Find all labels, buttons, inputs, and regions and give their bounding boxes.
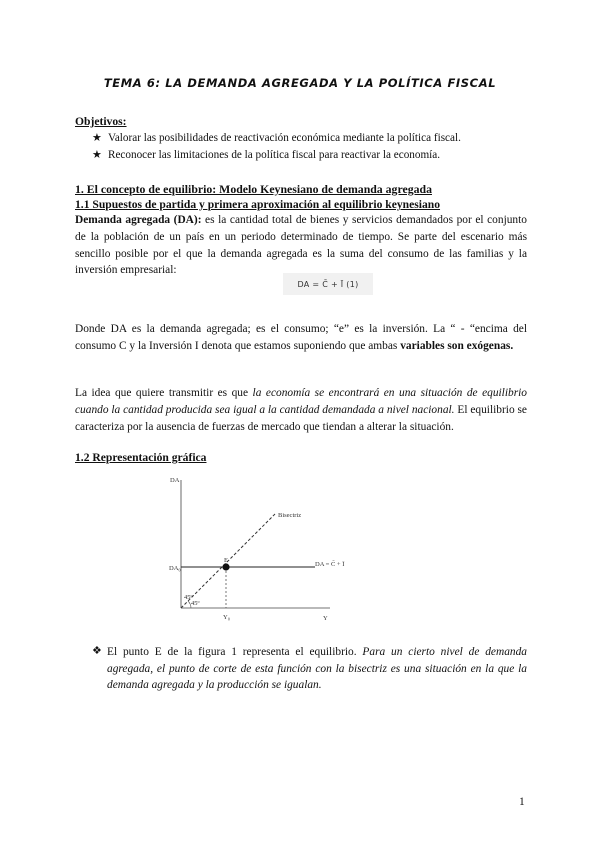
y-axis-label: DA — [170, 477, 180, 484]
diamond-icon: ❖ — [92, 645, 102, 657]
conclusion-plain: El punto E de la figura 1 representa el equilibrio. — [107, 646, 363, 658]
subsection-heading-2: 1.2 Representación gráfica — [75, 451, 207, 464]
objectives-heading: Objetivos: — [75, 115, 127, 128]
term-bold: Demanda agregada (DA): — [75, 214, 202, 226]
star-icon: ★ — [92, 132, 103, 144]
star-icon: ★ — [92, 149, 103, 161]
objective-item — [92, 131, 461, 144]
conclusion-item — [92, 644, 527, 694]
angle-label-2: 45º — [191, 600, 200, 607]
explanation-text: Donde DA es la demanda agregada; es el consumo; “e” es la inversión. La “ - “encima del consumo C y la Inversión I denota que estamos suponiendo que ambas — [75, 323, 527, 352]
da0-label: DA₀ — [169, 565, 181, 572]
angle-label-1: 45º — [184, 594, 193, 601]
subsection-heading-1: 1.1 Supuestos de partida y primera aproximación al equilibrio keynesiano — [75, 198, 441, 211]
y0-label: Y₀ — [223, 614, 230, 621]
objective-text: Valorar las posibilidades de reactivación económica mediante la política fiscal. — [108, 132, 461, 144]
page-number: 1 — [519, 796, 525, 808]
equilibrium-point — [222, 563, 229, 570]
paragraph-explanation — [75, 321, 527, 355]
conclusion-italic: Para un cierto nivel de demanda agregada, el punto de corte de esta función con la bisectriz es una situación en la que la demanda agregada y la producción se igualan. — [107, 646, 527, 692]
equilibrium-figure — [165, 470, 375, 635]
idea-text-1: La idea que quiere transmitir es que — [75, 387, 253, 399]
definition-text: es la cantidad total de bienes y servicios demandados por el conjunto de la población de un país en un periodo determinado de tiempo. Se parte del escenario más sencillo posible por el que la demanda agregada es la suma del consumo de las familias y la inversión empresarial: — [75, 214, 527, 277]
formula-box: DA = C̄ + Ī (1) — [283, 273, 373, 295]
objective-item — [92, 148, 440, 161]
idea-text-2: El equilibrio se caracteriza por la ausencia de fuerzas de mercado que tiendan a alterar la situación. — [75, 403, 527, 433]
paragraph-definition — [75, 212, 527, 279]
point-label: E — [224, 557, 228, 564]
objective-text: Reconocer las limitaciones de la política fiscal para reactivar la economía. — [108, 149, 441, 161]
x-axis-label: Y — [323, 615, 328, 622]
bisector-label: Bisectriz — [278, 512, 302, 519]
exogenous-bold: variables son exógenas. — [400, 339, 514, 352]
da-line-label: DA = C̄ + Ī — [315, 561, 345, 568]
page-title: TEMA 6: LA DEMANDA AGREGADA Y LA POLÍTICA FISCAL — [103, 76, 497, 90]
idea-italic: la economía se encontrará en una situación de equilibrio cuando la cantidad producida sea igual a la cantidad demandada a nivel nacional. — [75, 387, 527, 416]
section-heading: 1. El concepto de equilibrio: Modelo Keynesiano de demanda agregada — [75, 182, 432, 196]
paragraph-idea — [75, 385, 527, 435]
conclusion-text — [107, 644, 527, 694]
bisector-line — [181, 514, 275, 608]
